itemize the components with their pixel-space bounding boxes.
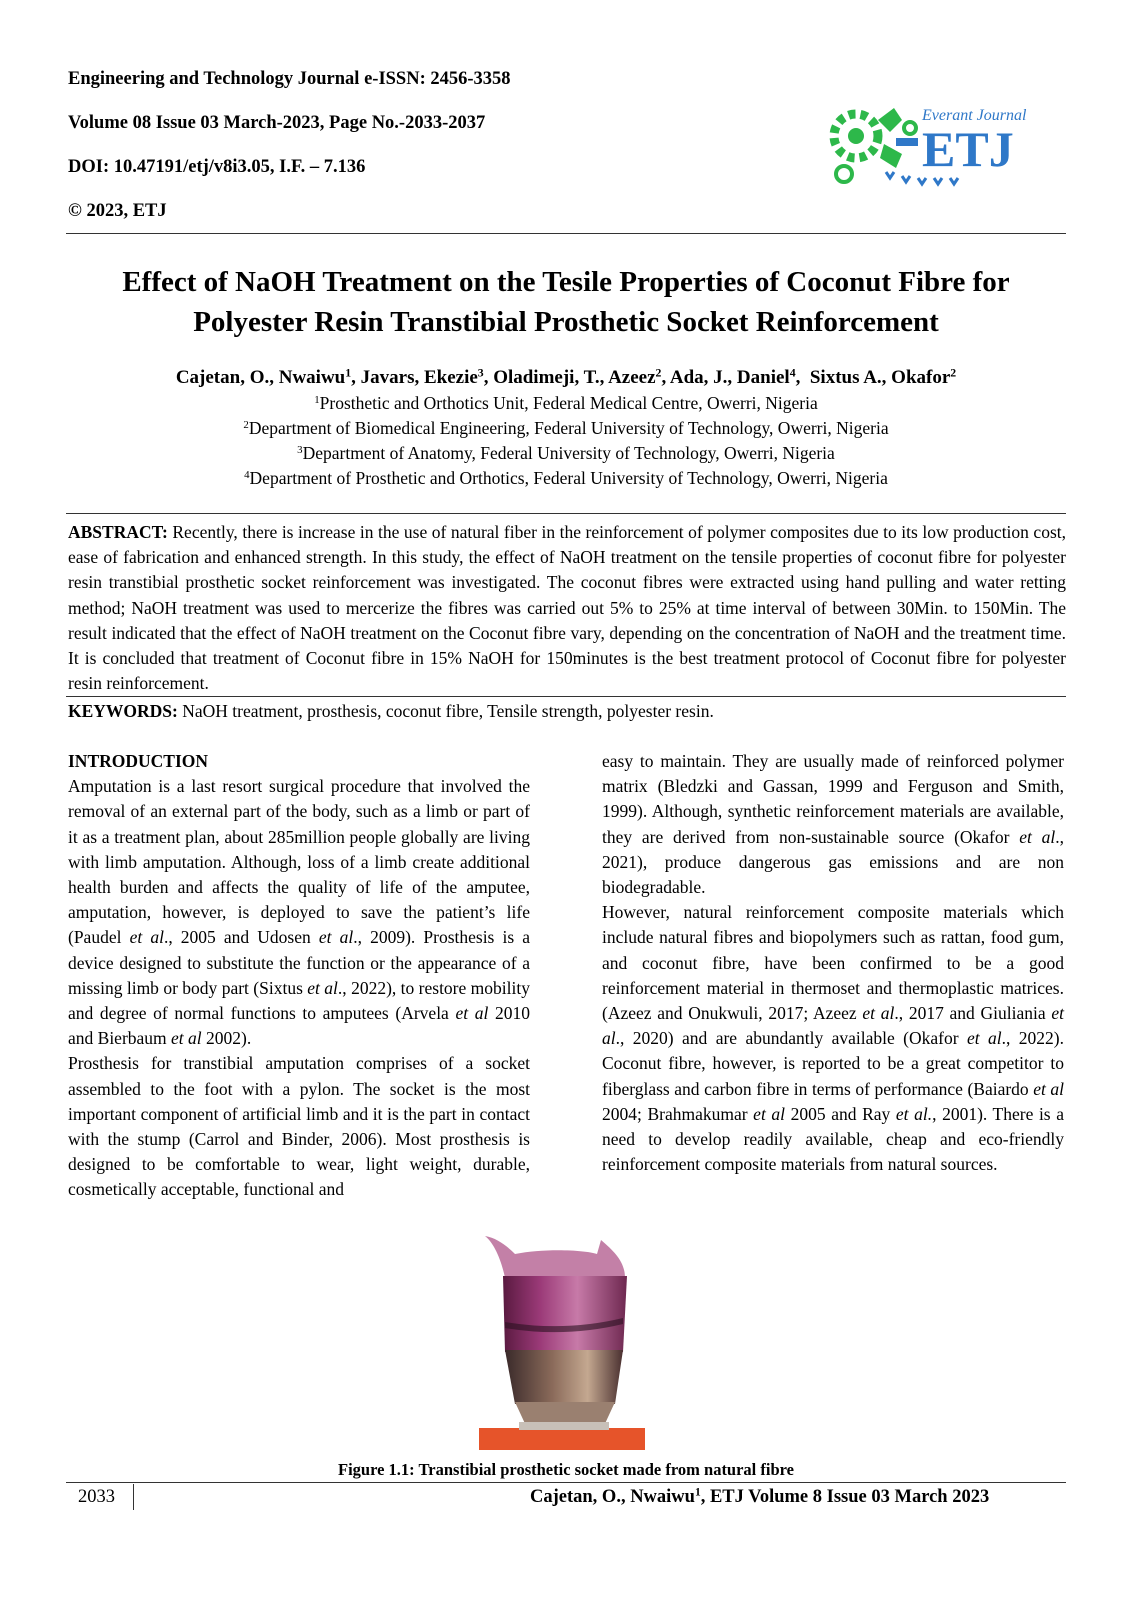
abstract-top-rule [66,513,1066,514]
affiliation [60,418,1072,439]
affiliation-text: Department of Anatomy, Federal University of Technology, Owerri, Nigeria [302,443,835,463]
affiliation-text: Department of Prosthetic and Orthotics, Federal University of Technology, Owerri, Nigeria [249,468,888,488]
author-affil-sup: 2 [950,366,957,380]
abstract [68,520,1066,696]
footer-rule [66,1482,1066,1483]
affiliation-text: Prosthetic and Orthotics Unit, Federal Medical Centre, Owerri, Nigeria [319,393,818,413]
intro-paragraph-2: Prosthesis for transtibial amputation comprises of a socket assembled to the foot with a pylon. The socket is the most important component of artificial limb and it is the part in contact with the stump (Carrol and Binder, 2006). Most prosthesis is designed to be comfortable to wear, light weight, durable, cosmetically acceptable, functional and [68,1053,530,1200]
author-name: Oladimeji, T., Azeez [493,367,656,388]
author-name: Cajetan, O., Nwaiwu [175,367,346,388]
affiliation-text: Department of Biomedical Engineering, Federal University of Technology, Owerri, Nigeria [248,418,889,438]
page-number: 2033 [78,1487,115,1507]
footer-separator [133,1484,134,1510]
keywords-top-rule [66,696,1066,697]
doi-line: DOI: 10.47191/etj/v8i3.05, I.F. – 7.136 [68,157,366,177]
author-affil-sup: 4 [789,366,796,380]
author-name: Sixtus A., Okafor [809,367,951,388]
keywords-text: NaOH treatment, prosthesis, coconut fibre, Tensile strength, polyester resin. [182,701,714,721]
affiliation [60,393,1072,414]
logo-text-top: Everant Journal [922,107,1027,124]
author-name: Javars, Ekezie [360,367,478,388]
footer-citation: Cajetan, O., Nwaiwu$^1$, ETJ Volume 8 Issue 03 March 2023 [530,1486,990,1507]
affiliation-sup: 3 [297,444,303,457]
author-affil-sup: 3 [477,366,484,380]
header-rule [66,233,1066,234]
affiliation-sup: 2 [243,419,249,432]
logo-text-main: ETJ [922,121,1014,177]
title-line-2: Polyester Resin Transtibial Prosthetic Socket Reinforcement [193,306,939,338]
author-affil-sup: 2 [655,366,662,380]
section-heading-introduction: INTRODUCTION [68,751,209,771]
journal-issn-line: Engineering and Technology Journal e-ISSN: 2456-3358 [68,69,511,89]
abstract-text: Recently, there is increase in the use of natural fiber in the reinforcement of polymer composites due to its low production cost, ease of fabrication and enhanced strength. In this study, the effect of NaOH treatment on the tensile properties of coconut fibre for polyester resin transtibial prosthetic socket reinforcement was investigated. The coconut fibres were extracted using hand pulling and water retting method; NaOH treatment was used to mercerize the fibres was carried out 5% to 25% at time interval of between 30Min. to 150Min. The result indicated that the effect of NaOH treatment on the Coconut fibre vary, depending on the concentration of NaOH and the treatment time. It is concluded that treatment of Coconut fibre in 15% NaOH for 150minutes is the best treatment protocol of Coconut fibre for polyester resin reinforcement. [68,522,1066,694]
etj-logo [822,92,1038,200]
affiliation-sup: 1 [314,394,320,407]
affiliation-sup: 4 [244,469,250,482]
title-line-1: Effect of NaOH Treatment on the Tesile Properties of Coconut Fibre for [122,266,1010,298]
intro-paragraph-3: easy to maintain. They are usually made of reinforced polymer matrix (Bledzki and Gassan, 1999 and Ferguson and Smith, 1999). Although, synthetic reinforcement materials are available, they are derived from non-sustainable source (Okafor et al., 2021), produce dangerous gas emissions and are non biodegradable. [602,751,1064,898]
affiliation [60,443,1072,464]
body-column-left [68,749,530,1203]
author-name: Ada, J., Daniel [669,367,790,388]
prosthetic-socket-photo [475,1232,649,1450]
volume-line: Volume 08 Issue 03 March-2023, Page No.-2033-2037 [68,113,486,133]
intro-paragraph-1: Amputation is a last resort surgical procedure that involved the removal of an external part of the body, such as a limb or part of it as a treatment plan, about 285million people globally are living with limb amputation. Although, loss of a limb create additional health burden and affects the quality of life of the amputee, amputation, however, is deployed to save the patient’s life (Paudel et al., 2005 and Udosen et al., 2009). Prosthesis is a device designed to substitute the function or the appearance of a missing limb or body part (Sixtus et al., 2022), to restore mobility and degree of normal functions to amputees (Arvela et al 2010 and Bierbaum et al 2002). [68,776,531,1049]
keywords [68,701,714,722]
paper-title [60,262,1072,342]
intro-paragraph-4: However, natural reinforcement composite materials which include natural fibres and biopolymers such as rattan, food gum, and coconut fibre, have been confirmed to be a good reinforcement material in thermoset and thermoplastic matrices. (Azeez and Onukwuli, 2017; Azeez et al., 2017 and Giuliania et al., 2020) and are abundantly available (Okafor et al., 2022). Coconut fibre, however, is reported to be a great competitor to fiberglass and carbon fibre in terms of performance (Baiardo et al 2004; Brahmakumar et al 2005 and Ray et al., 2001). There is a need to develop readily available, cheap and eco-friendly reinforcement composite materials from natural sources. [602,902,1065,1175]
author-list: Cajetan, O., Nwaiwu$^1$, Javars, Ekezie$^3$, Oladimeji, T., Azeez$^2$, Ada, J., Daniel$^4$, Sixtus A., Okafor$^2$ [175,366,957,388]
copyright-line: © 2023, ETJ [68,201,167,221]
body-column-right [602,749,1064,1177]
figure-caption: Figure 1.1: Transtibial prosthetic socket made from natural fibre [337,1460,794,1479]
affiliation [60,468,1072,489]
author-affil-sup: 1 [345,366,352,380]
abstract-label: ABSTRACT: [68,522,168,542]
keywords-label: KEYWORDS: [68,701,178,721]
